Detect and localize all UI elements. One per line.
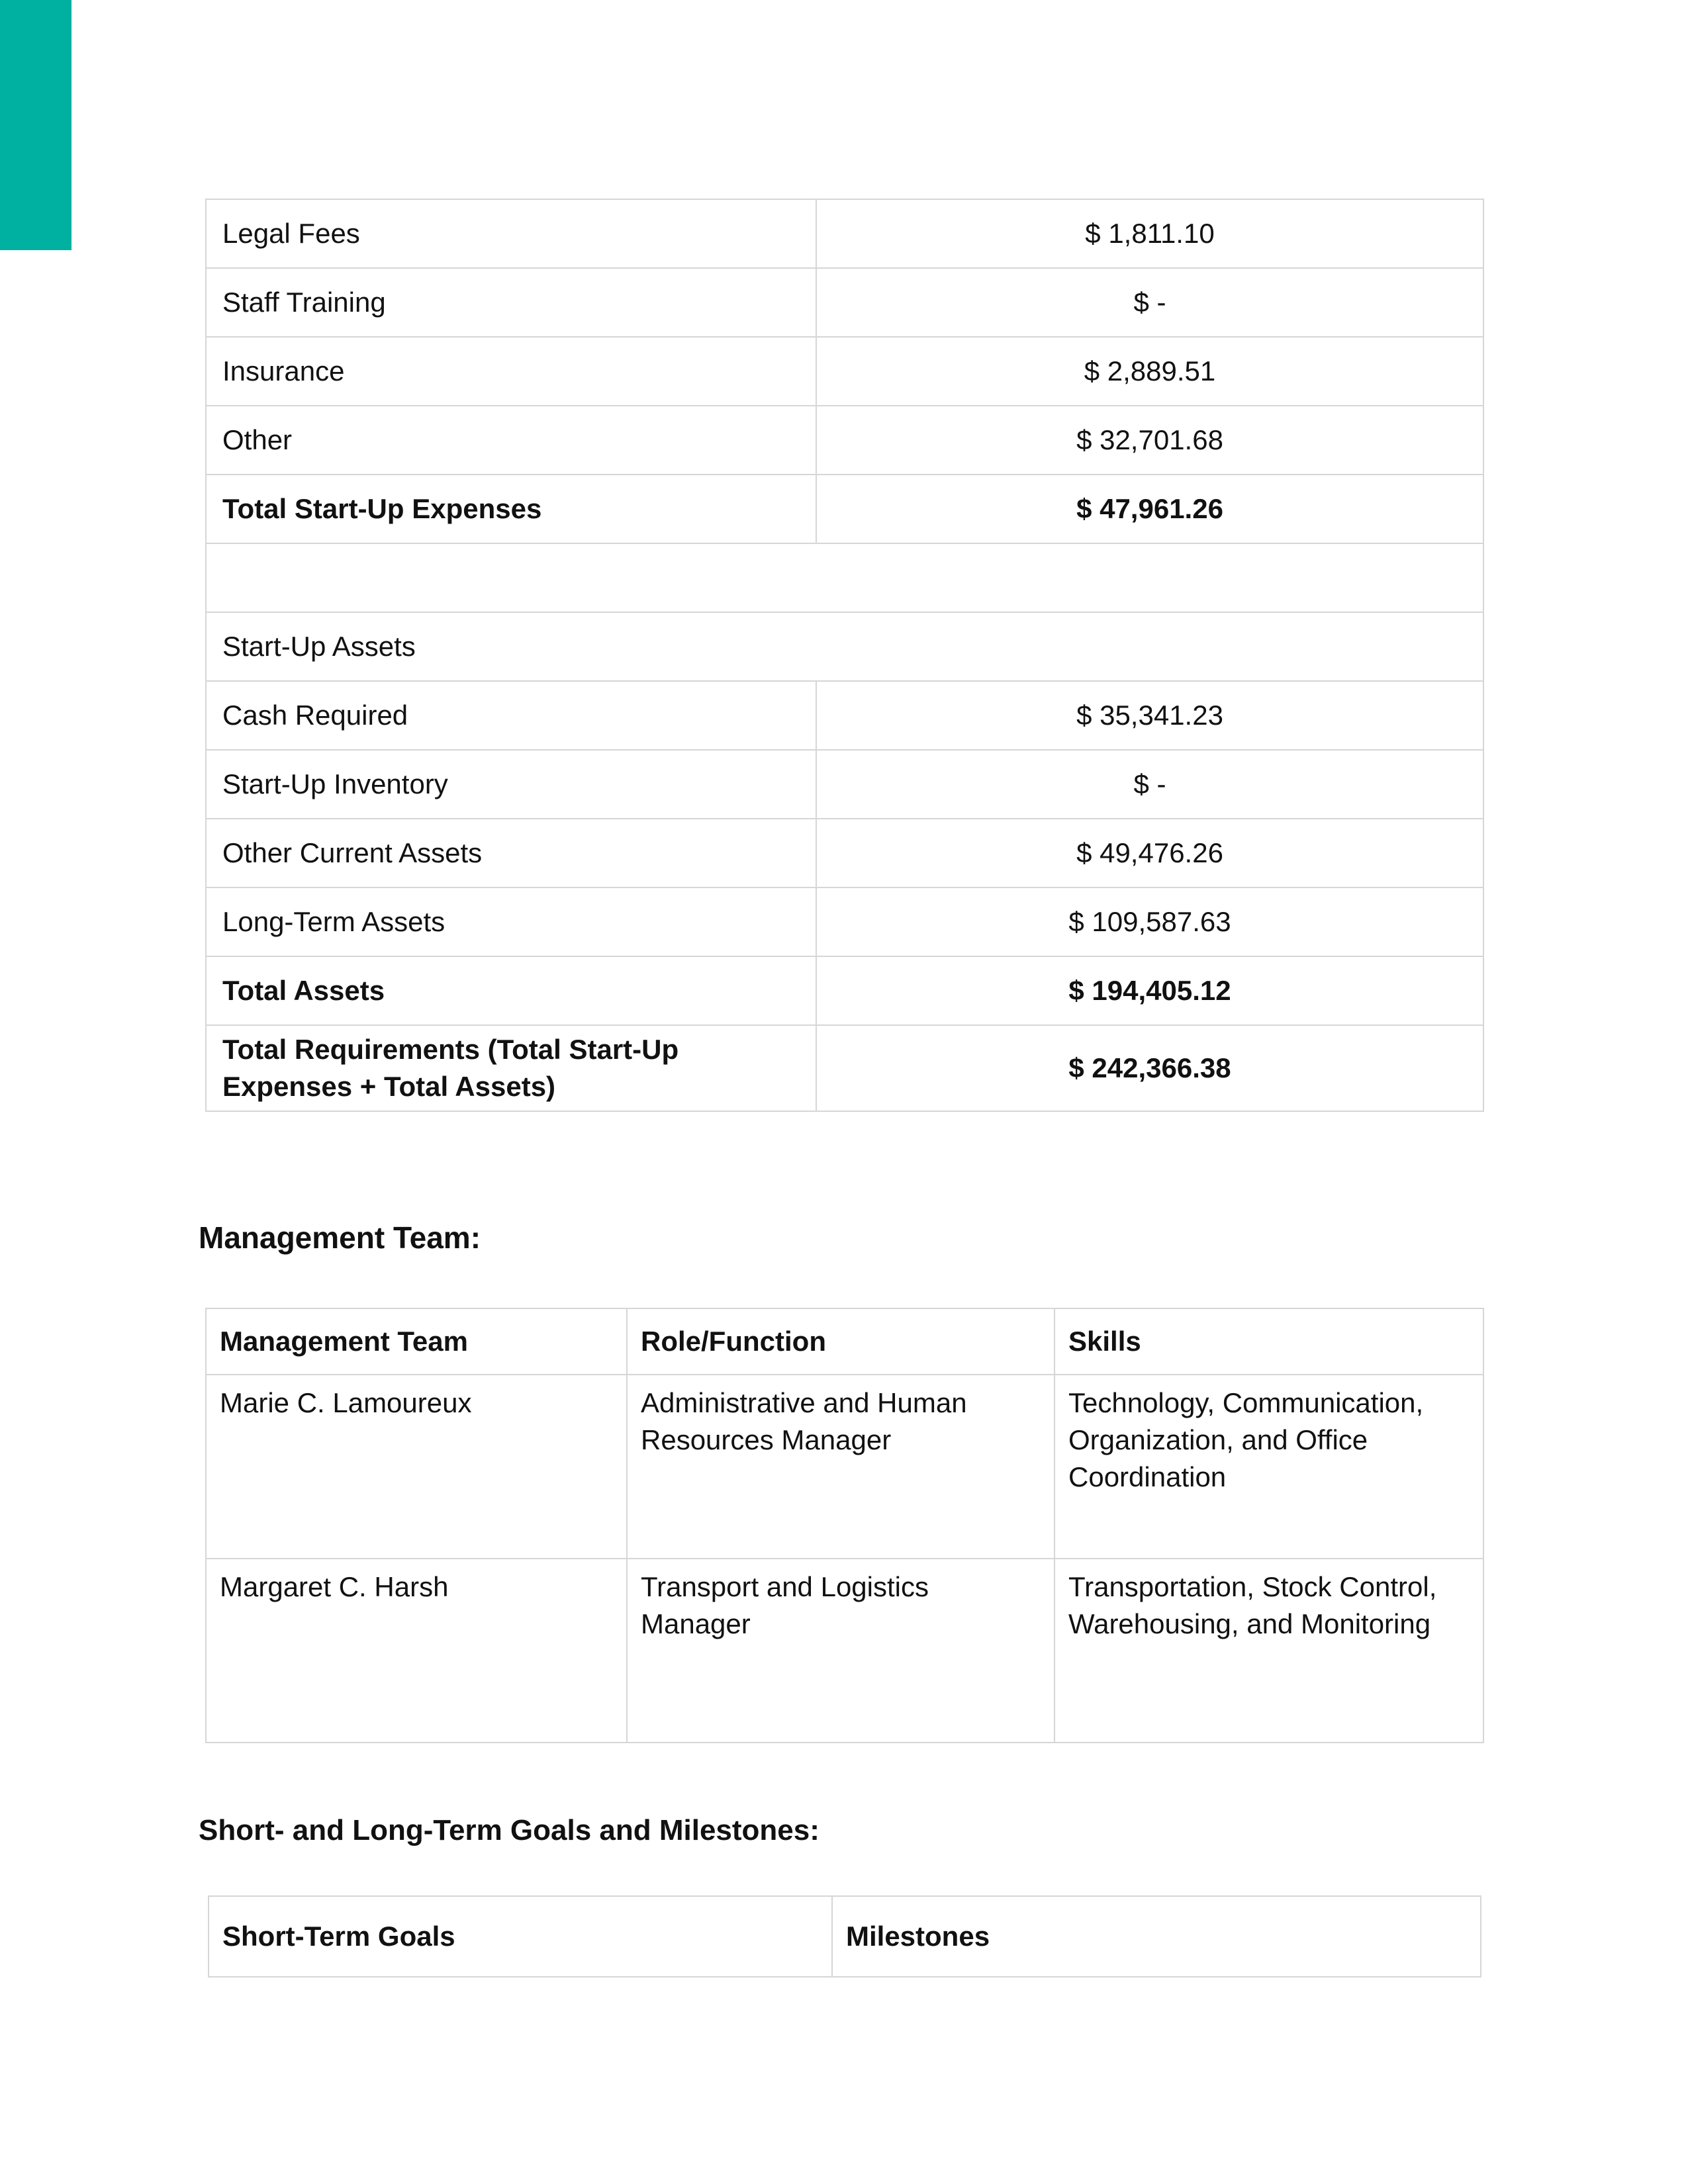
management-team-table <box>205 1308 1484 1743</box>
member-skills: Technology, Communication, Organization, and Office Coordination <box>1055 1375 1483 1559</box>
row-label: Other Current Assets <box>206 819 816 887</box>
row-label: Cash Required <box>206 681 816 750</box>
section-label: Start-Up Assets <box>206 612 1483 681</box>
row-value: $ - <box>816 268 1483 337</box>
table-row <box>206 268 1483 337</box>
table-row <box>206 199 1483 268</box>
row-label: Long-Term Assets <box>206 887 816 956</box>
column-header: Milestones <box>832 1896 1481 1977</box>
row-value: $ - <box>816 750 1483 819</box>
row-value: $ 194,405.12 <box>816 956 1483 1025</box>
goals-section-title: Short- and Long-Term Goals and Milestones: <box>199 1814 820 1846</box>
table-header-row <box>209 1896 1481 1977</box>
column-header: Short-Term Goals <box>209 1896 832 1977</box>
table-row-section <box>206 612 1483 681</box>
row-value: $ 109,587.63 <box>816 887 1483 956</box>
table-row-total <box>206 1025 1483 1111</box>
column-header: Skills <box>1055 1308 1483 1375</box>
row-label: Legal Fees <box>206 199 816 268</box>
row-value: $ 1,811.10 <box>816 199 1483 268</box>
row-label: Other <box>206 406 816 475</box>
member-name: Margaret C. Harsh <box>206 1559 627 1743</box>
startup-financials-table <box>205 199 1484 1112</box>
member-name: Marie C. Lamoureux <box>206 1375 627 1559</box>
row-value: $ 242,366.38 <box>816 1025 1483 1111</box>
table-row <box>206 887 1483 956</box>
accent-bar <box>0 0 71 250</box>
row-label: Total Start-Up Expenses <box>206 475 816 543</box>
table-row <box>206 337 1483 406</box>
row-label: Insurance <box>206 337 816 406</box>
table-row <box>206 1559 1483 1743</box>
row-label: Total Assets <box>206 956 816 1025</box>
table-header-row <box>206 1308 1483 1375</box>
member-skills: Transportation, Stock Control, Warehousing, and Monitoring <box>1055 1559 1483 1743</box>
table-row <box>206 406 1483 475</box>
table-row <box>206 819 1483 887</box>
management-section-title: Management Team: <box>199 1220 481 1255</box>
row-value: $ 32,701.68 <box>816 406 1483 475</box>
table-row-empty <box>206 543 1483 612</box>
table-row <box>206 750 1483 819</box>
row-label: Start-Up Inventory <box>206 750 816 819</box>
table-row-total <box>206 956 1483 1025</box>
row-label: Total Requirements (Total Start-Up Expenses + Total Assets) <box>206 1025 816 1111</box>
member-role: Transport and Logistics Manager <box>627 1559 1055 1743</box>
row-value: $ 35,341.23 <box>816 681 1483 750</box>
row-value: $ 2,889.51 <box>816 337 1483 406</box>
row-value: $ 47,961.26 <box>816 475 1483 543</box>
member-role: Administrative and Human Resources Manager <box>627 1375 1055 1559</box>
empty-cell <box>206 543 1483 612</box>
column-header: Management Team <box>206 1308 627 1375</box>
table-row-total <box>206 475 1483 543</box>
row-value: $ 49,476.26 <box>816 819 1483 887</box>
table-row <box>206 1375 1483 1559</box>
row-label: Staff Training <box>206 268 816 337</box>
goals-milestones-table <box>208 1895 1481 1978</box>
column-header: Role/Function <box>627 1308 1055 1375</box>
table-row <box>206 681 1483 750</box>
